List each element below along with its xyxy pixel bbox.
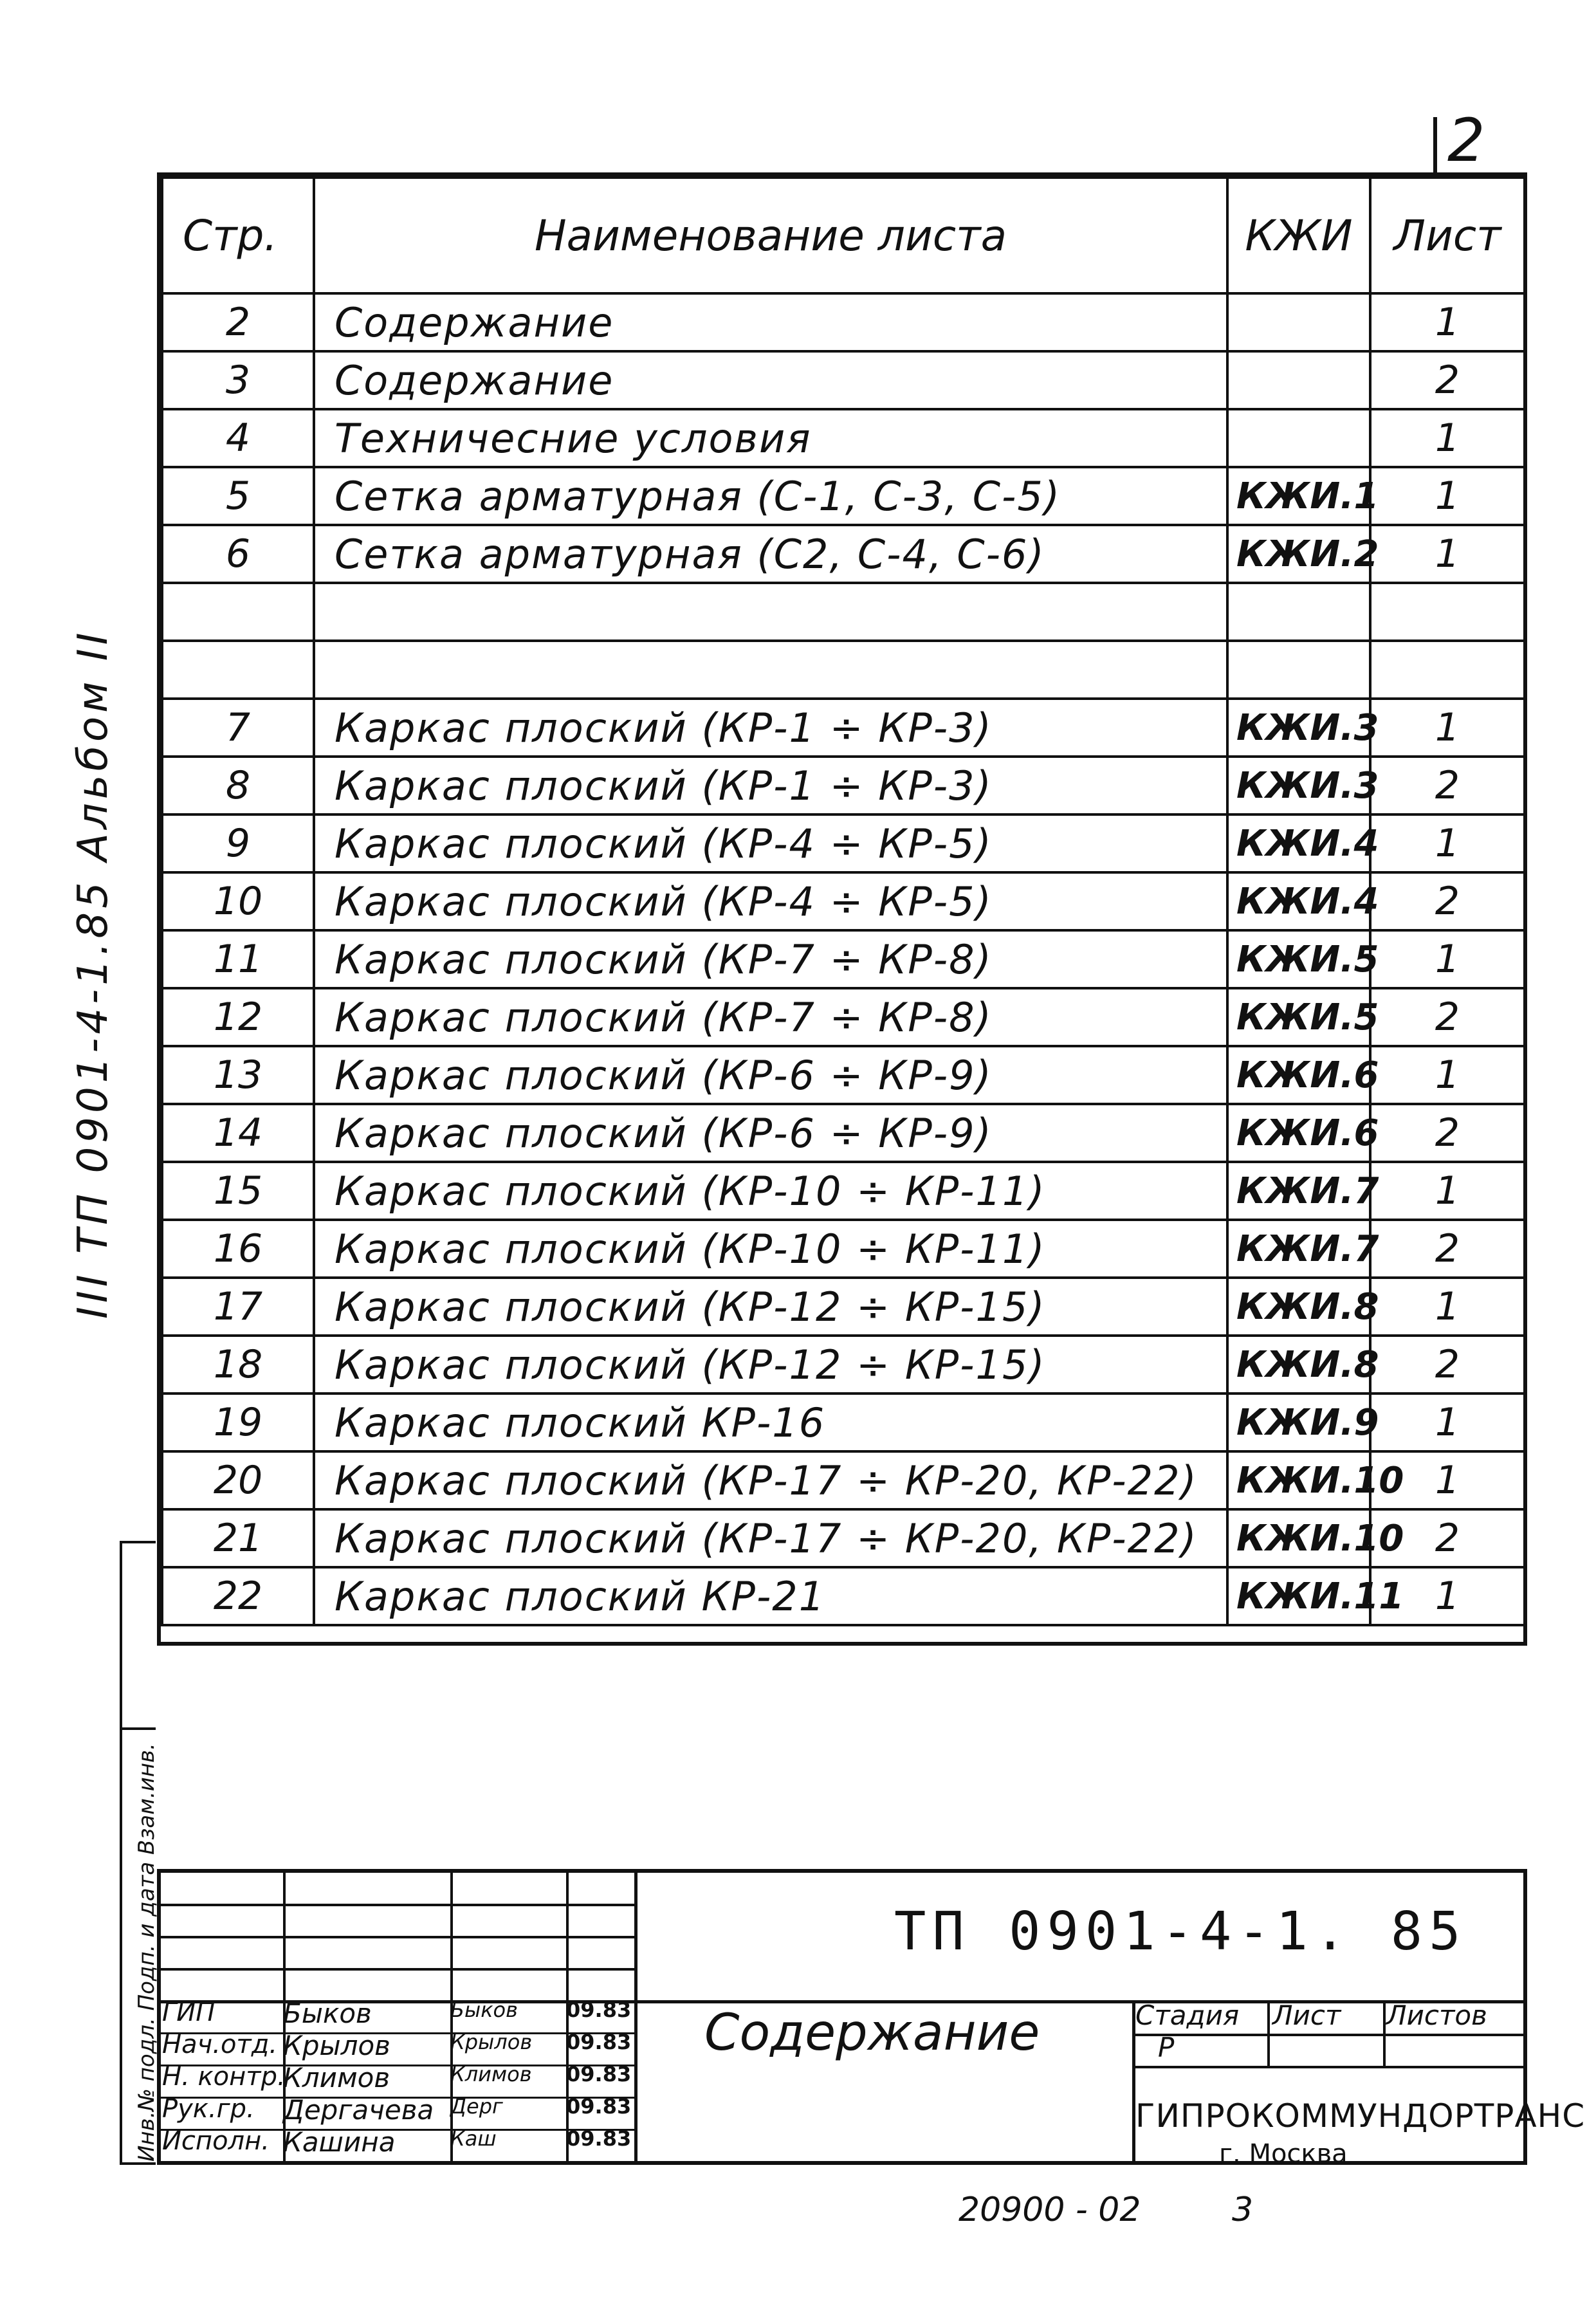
row-code: [1227, 583, 1370, 641]
row-code: КЖИ.10: [1227, 1451, 1370, 1509]
inventory-strip-label: Инв.№ подл. Подп. и дата Взам.инв.: [134, 1743, 160, 2162]
table-row: [162, 1104, 1525, 1162]
table-row: [162, 1451, 1525, 1509]
row-name: Каркас плоский (КР-17 ÷ КР-20, КР-22): [314, 1509, 1227, 1567]
row-sheet: 2: [1370, 351, 1525, 409]
table-row: [162, 1162, 1525, 1220]
row-code: КЖИ.8: [1227, 1278, 1370, 1336]
row-code: КЖИ.4: [1227, 814, 1370, 872]
row-sheet: 1: [1370, 409, 1525, 467]
row-code: КЖИ.7: [1227, 1220, 1370, 1278]
table-row: [162, 293, 1525, 351]
row-sheet: 2: [1370, 1220, 1525, 1278]
row-page: [162, 583, 314, 641]
footer-page: 3: [1232, 2191, 1254, 2229]
signatory-name: Крылов: [283, 2030, 390, 2061]
table-row: [162, 467, 1525, 525]
row-sheet: 1: [1370, 814, 1525, 872]
table-row: [162, 525, 1525, 583]
row-page: 3: [162, 351, 314, 409]
row-page: 12: [162, 988, 314, 1046]
row-name: Техничесние условия: [314, 409, 1227, 467]
signatory-date: 09.83: [566, 1998, 632, 2022]
row-code: КЖИ.4: [1227, 872, 1370, 930]
row-name: Каркас плоский (КР-10 ÷ КР-11): [314, 1220, 1227, 1278]
row-sheet: 1: [1370, 467, 1525, 525]
row-name: Каркас плоский (КР-12 ÷ КР-15): [314, 1278, 1227, 1336]
row-sheet: 2: [1370, 872, 1525, 930]
table-row: [162, 1278, 1525, 1336]
table-row: [162, 1394, 1525, 1451]
table-row: [162, 409, 1525, 467]
header-code: КЖИ: [1227, 178, 1370, 293]
header-name: Наименование листа: [314, 178, 1227, 293]
table-row: [162, 1220, 1525, 1278]
row-name: Каркас плоский КР-16: [314, 1394, 1227, 1451]
organization-city: г. Москва: [1219, 2139, 1348, 2169]
row-name: Сетка арматурная (С2, С-4, С-6): [314, 525, 1227, 583]
page-number: 2: [1447, 106, 1485, 175]
signatory-date: 09.83: [566, 2094, 632, 2119]
row-name: Каркас плоский (КР-4 ÷ КР-5): [314, 814, 1227, 872]
row-sheet: 1: [1370, 1567, 1525, 1625]
header-sheet: Лист: [1370, 178, 1525, 293]
page-number-bar: [1433, 117, 1437, 174]
document-code: ТП 0901-4-1. 85: [894, 1901, 1467, 1962]
row-page: [162, 641, 314, 699]
table-row: [162, 930, 1525, 988]
row-code: КЖИ.6: [1227, 1104, 1370, 1162]
row-name: Содержание: [314, 293, 1227, 351]
row-name: Каркас плоский (КР-6 ÷ КР-9): [314, 1104, 1227, 1162]
table-row: [162, 1046, 1525, 1104]
row-name: Каркас плоский (КР-4 ÷ КР-5): [314, 872, 1227, 930]
album-label: III ТП 0901-4-1.85 Альбом II: [69, 629, 117, 1319]
row-sheet: 2: [1370, 1104, 1525, 1162]
signatory-name: Кашина: [283, 2126, 396, 2158]
table-row: [162, 988, 1525, 1046]
signatory-name: Быков: [283, 1998, 372, 2029]
row-name: [314, 583, 1227, 641]
row-name: Каркас плоский (КР-17 ÷ КР-20, КР-22): [314, 1451, 1227, 1509]
row-page: 7: [162, 699, 314, 757]
row-sheet: 1: [1370, 293, 1525, 351]
row-name: Каркас плоский (КР-10 ÷ КР-11): [314, 1162, 1227, 1220]
row-name: Каркас плоский (КР-6 ÷ КР-9): [314, 1046, 1227, 1104]
row-page: 18: [162, 1336, 314, 1394]
row-name: [314, 641, 1227, 699]
row-page: 11: [162, 930, 314, 988]
row-page: 20: [162, 1451, 314, 1509]
signatory-role: ГИП: [162, 1998, 216, 2027]
signatory-date: 09.83: [566, 2062, 632, 2086]
signatory-signature: Крылов: [450, 2030, 533, 2054]
table-row: [162, 699, 1525, 757]
row-name: Каркас плоский (КР-12 ÷ КР-15): [314, 1336, 1227, 1394]
signatory-signature: Быков: [450, 1998, 518, 2022]
row-page: 4: [162, 409, 314, 467]
signatory-date: 09.83: [566, 2030, 632, 2054]
table-row: [162, 583, 1525, 641]
signatory-role: Рук.гр.: [162, 2094, 255, 2124]
signatory-role: Исполн.: [162, 2126, 270, 2156]
table-row: [162, 814, 1525, 872]
table-row: [162, 351, 1525, 409]
signatory-signature: Дерг: [450, 2094, 503, 2119]
sheet-header: Лист: [1272, 2000, 1341, 2031]
row-sheet: 1: [1370, 1046, 1525, 1104]
row-code: КЖИ.1: [1227, 467, 1370, 525]
row-code: [1227, 351, 1370, 409]
row-sheet: 1: [1370, 1162, 1525, 1220]
signatory-signature: Климов: [450, 2062, 532, 2086]
row-page: 22: [162, 1567, 314, 1625]
row-page: 5: [162, 467, 314, 525]
archive-number: 20900 - 02: [959, 2191, 1141, 2229]
row-sheet: 2: [1370, 1336, 1525, 1394]
sheets-header: Листов: [1386, 2000, 1487, 2031]
contents-table: [157, 172, 1527, 1646]
row-code: КЖИ.11: [1227, 1567, 1370, 1625]
table-row: [162, 757, 1525, 814]
row-code: [1227, 641, 1370, 699]
row-page: 13: [162, 1046, 314, 1104]
table-row: [162, 1336, 1525, 1394]
row-sheet: 1: [1370, 699, 1525, 757]
row-code: [1227, 409, 1370, 467]
row-sheet: [1370, 583, 1525, 641]
row-sheet: 2: [1370, 757, 1525, 814]
row-page: 2: [162, 293, 314, 351]
row-name: Сетка арматурная (С-1, С-3, С-5): [314, 467, 1227, 525]
row-code: КЖИ.5: [1227, 930, 1370, 988]
row-name: Каркас плоский (КР-7 ÷ КР-8): [314, 988, 1227, 1046]
row-page: 9: [162, 814, 314, 872]
row-sheet: 2: [1370, 1509, 1525, 1567]
sheet-title: Содержание: [704, 2004, 1040, 2062]
row-name: Содержание: [314, 351, 1227, 409]
row-sheet: [1370, 641, 1525, 699]
row-code: КЖИ.9: [1227, 1394, 1370, 1451]
row-page: 15: [162, 1162, 314, 1220]
row-sheet: 1: [1370, 1278, 1525, 1336]
row-name: Каркас плоский (КР-1 ÷ КР-3): [314, 757, 1227, 814]
inventory-strip-divider: [120, 1727, 156, 1730]
row-name: Каркас плоский КР-21: [314, 1567, 1227, 1625]
contents-grid: [161, 176, 1526, 1626]
row-code: КЖИ.3: [1227, 699, 1370, 757]
row-sheet: 2: [1370, 988, 1525, 1046]
signatory-name: Дергачева: [283, 2094, 434, 2126]
row-code: КЖИ.2: [1227, 525, 1370, 583]
organization-name: ГИПРОКОММУНДОРТРАНС: [1135, 2097, 1586, 2135]
row-sheet: 1: [1370, 1451, 1525, 1509]
table-row: [162, 1509, 1525, 1567]
row-page: 17: [162, 1278, 314, 1336]
signatory-signature: Каш: [450, 2126, 497, 2151]
row-code: КЖИ.5: [1227, 988, 1370, 1046]
row-page: 21: [162, 1509, 314, 1567]
table-header-row: [162, 178, 1525, 293]
row-page: 6: [162, 525, 314, 583]
row-code: КЖИ.7: [1227, 1162, 1370, 1220]
stage-header: Стадия: [1135, 2000, 1240, 2031]
row-page: 14: [162, 1104, 314, 1162]
row-page: 10: [162, 872, 314, 930]
row-sheet: 1: [1370, 525, 1525, 583]
row-sheet: 1: [1370, 1394, 1525, 1451]
row-sheet: 1: [1370, 930, 1525, 988]
signatory-date: 09.83: [566, 2126, 632, 2151]
row-code: [1227, 293, 1370, 351]
signatory-role: Нач.отд.: [162, 2030, 278, 2059]
table-row: [162, 1567, 1525, 1625]
row-page: 8: [162, 757, 314, 814]
row-code: КЖИ.3: [1227, 757, 1370, 814]
table-row: [162, 641, 1525, 699]
table-row: [162, 872, 1525, 930]
row-code: КЖИ.8: [1227, 1336, 1370, 1394]
header-page: Стр.: [162, 178, 314, 293]
row-code: КЖИ.6: [1227, 1046, 1370, 1104]
signatory-role: Н. контр.: [162, 2062, 286, 2092]
row-page: 19: [162, 1394, 314, 1451]
row-name: Каркас плоский (КР-1 ÷ КР-3): [314, 699, 1227, 757]
row-name: Каркас плоский (КР-7 ÷ КР-8): [314, 930, 1227, 988]
row-code: КЖИ.10: [1227, 1509, 1370, 1567]
row-page: 16: [162, 1220, 314, 1278]
signatory-name: Климов: [283, 2062, 390, 2093]
stage-value: Р: [1158, 2032, 1175, 2063]
